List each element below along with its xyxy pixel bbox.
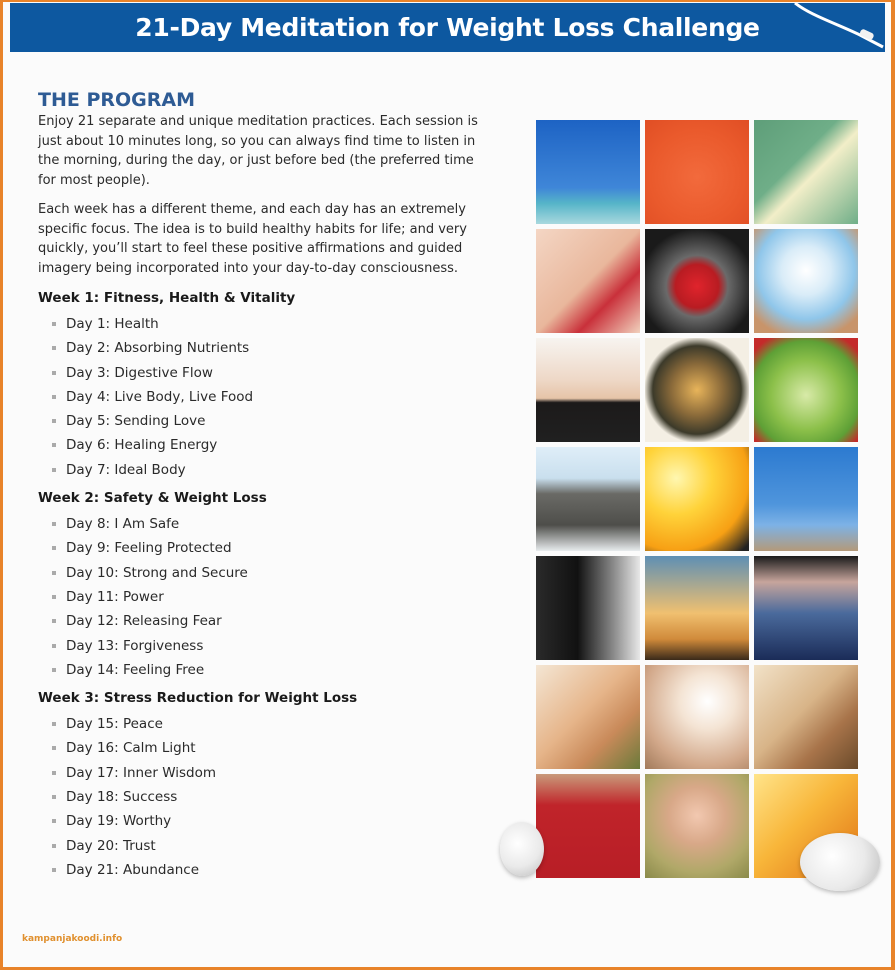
woman-face-sunlight-photo — [536, 665, 640, 769]
crystal-ball-sunset-photo — [645, 338, 749, 442]
list-item: Day 17: Inner Wisdom — [52, 761, 488, 785]
heart-apple-hands-photo — [645, 229, 749, 333]
week-title: Week 2: Safety & Weight Loss — [38, 490, 267, 507]
list-item: Day 18: Success — [52, 785, 488, 809]
man-arms-open-sunrise-photo — [645, 447, 749, 551]
section-title: THE PROGRAM — [38, 89, 196, 111]
list-item: Day 1: Health — [52, 312, 488, 336]
week-2 — [38, 488, 488, 682]
right-earbud-icon — [800, 833, 880, 891]
meditating-lake-photo — [754, 556, 858, 660]
header-banner — [10, 3, 885, 52]
week-title: Week 3: Stress Reduction for Weight Loss — [38, 690, 358, 707]
list-item: Day 10: Strong and Secure — [52, 561, 488, 585]
program-section — [38, 88, 488, 882]
source-credit: kampanjakoodi.info — [22, 934, 123, 944]
day-list — [38, 312, 488, 482]
list-item: Day 5: Sending Love — [52, 409, 488, 433]
woman-in-bubble-photo — [754, 338, 858, 442]
face-light-rays-photo — [645, 665, 749, 769]
list-item: Day 21: Abundance — [52, 858, 488, 882]
list-item: Day 6: Healing Energy — [52, 433, 488, 457]
man-jumping-cliff-photo — [754, 447, 858, 551]
day-list — [38, 712, 488, 882]
left-earbud-icon — [500, 822, 544, 876]
week-3 — [38, 688, 488, 882]
list-item: Day 4: Live Body, Live Food — [52, 385, 488, 409]
list-item: Day 15: Peace — [52, 712, 488, 736]
theme-paragraph: Each week has a different theme, and each day has an extremely specific focus. The idea is to build healthy habits for life; and very quickly, you’ll start to feel these positive affirmations and guided imagery being incorporated into your day-to-day consciousness. — [38, 202, 467, 276]
list-item: Day 19: Worthy — [52, 809, 488, 833]
page-title: 21-Day Meditation for Weight Loss Challenge — [135, 13, 760, 42]
man-with-medal-photo — [536, 774, 640, 878]
list-item: Day 9: Feeling Protected — [52, 536, 488, 560]
stomach-vegetables-illustration — [754, 120, 858, 224]
list-item: Day 12: Releasing Fear — [52, 609, 488, 633]
woman-silhouette-sunset-photo — [645, 556, 749, 660]
success-key-photo — [754, 665, 858, 769]
week-title: Week 1: Fitness, Health & Vitality — [38, 290, 296, 306]
stacked-stones-photo — [536, 447, 640, 551]
cupped-hands-light-photo — [754, 229, 858, 333]
list-item: Day 8: I Am Safe — [52, 512, 488, 536]
image-grid — [536, 120, 858, 878]
praying-hands-photo — [645, 774, 749, 878]
week-1 — [38, 288, 488, 482]
waist-measuring-tape-photo — [536, 338, 640, 442]
list-item: Day 16: Calm Light — [52, 736, 488, 760]
day-list — [38, 512, 488, 682]
list-item: Day 14: Feeling Free — [52, 658, 488, 682]
food-circle-photo — [645, 120, 749, 224]
earphone-cord-icon — [765, 3, 885, 55]
intro-paragraph: Enjoy 21 separate and unique meditation practices. Each session is just about 10 minutes long, so you can always find time to listen in the morning, during the day, or just before bed (the preferred time for most people). — [38, 114, 478, 188]
list-item: Day 3: Digestive Flow — [52, 361, 488, 385]
list-item: Day 11: Power — [52, 585, 488, 609]
eating-strawberry-photo — [536, 229, 640, 333]
woman-leaping-beach-photo — [536, 120, 640, 224]
list-item: Day 2: Absorbing Nutrients — [52, 336, 488, 360]
list-item: Day 13: Forgiveness — [52, 634, 488, 658]
sad-man-sitting-photo — [536, 556, 640, 660]
list-item: Day 20: Trust — [52, 834, 488, 858]
list-item: Day 7: Ideal Body — [52, 458, 488, 482]
